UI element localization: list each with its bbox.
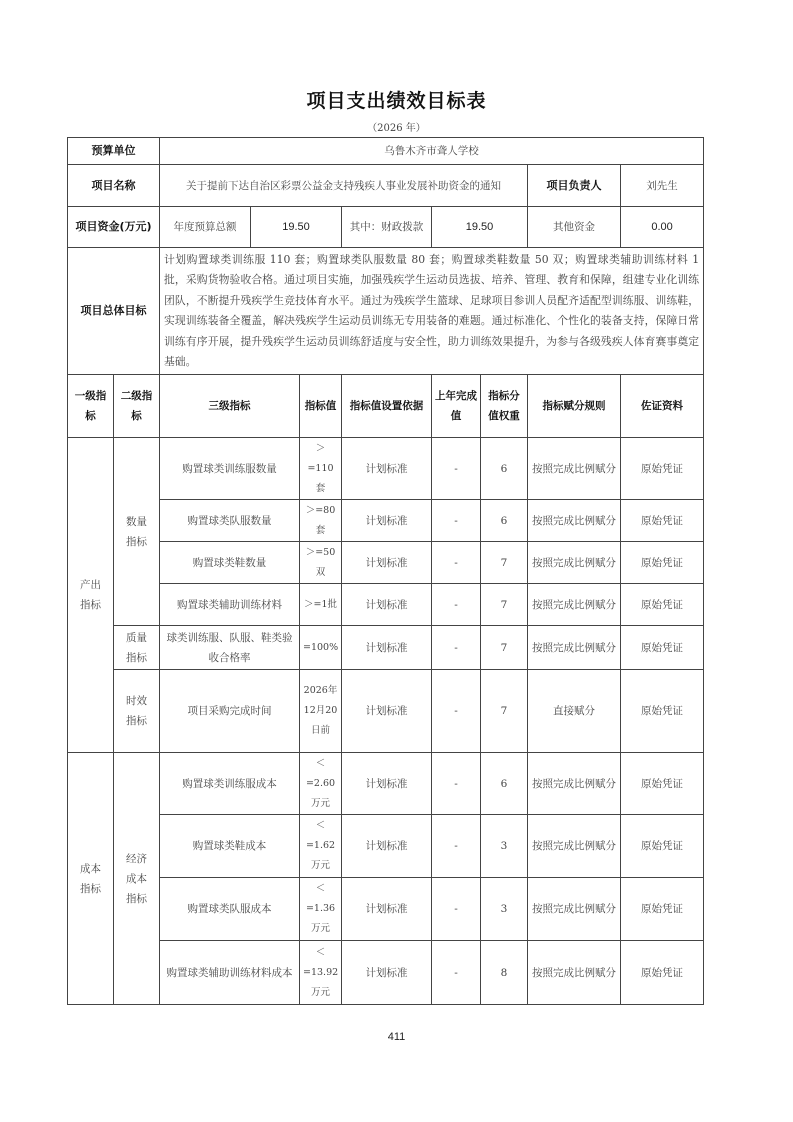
indicator-row bbox=[68, 670, 704, 753]
indicator-scoring-rule: 按照完成比例赋分 bbox=[528, 584, 621, 626]
level1-indicator: 产出指标 bbox=[68, 438, 114, 753]
indicator-weight: 7 bbox=[481, 670, 528, 753]
indicator-weight: 6 bbox=[481, 500, 528, 542]
indicator-row bbox=[68, 878, 704, 941]
overall-goal-label: 项目总体目标 bbox=[68, 248, 160, 375]
indicator-scoring-rule: 按照完成比例赋分 bbox=[528, 626, 621, 670]
header-evidence: 佐证资料 bbox=[621, 375, 704, 438]
level1-indicator: 成本指标 bbox=[68, 753, 114, 1005]
indicator-basis: 计划标准 bbox=[342, 941, 432, 1005]
project-leader-label: 项目负责人 bbox=[528, 165, 621, 207]
indicator-scoring-rule: 直接赋分 bbox=[528, 670, 621, 753]
indicator-row bbox=[68, 815, 704, 878]
indicator-weight: 6 bbox=[481, 438, 528, 500]
indicator-weight: 6 bbox=[481, 753, 528, 815]
indicator-evidence: 原始凭证 bbox=[621, 878, 704, 941]
indicator-basis: 计划标准 bbox=[342, 878, 432, 941]
indicator-last-year: - bbox=[432, 626, 481, 670]
level3-indicator: 项目采购完成时间 bbox=[160, 670, 300, 753]
level3-indicator: 购置球类鞋数量 bbox=[160, 542, 300, 584]
indicator-weight: 7 bbox=[481, 626, 528, 670]
indicator-value: =100% bbox=[300, 626, 342, 670]
indicator-evidence: 原始凭证 bbox=[621, 584, 704, 626]
other-funds-label: 其他资金 bbox=[528, 207, 621, 248]
indicator-basis: 计划标准 bbox=[342, 626, 432, 670]
indicator-evidence: 原始凭证 bbox=[621, 438, 704, 500]
indicator-weight: 3 bbox=[481, 815, 528, 878]
indicator-weight: 7 bbox=[481, 542, 528, 584]
indicator-scoring-rule: 按照完成比例赋分 bbox=[528, 500, 621, 542]
indicator-last-year: - bbox=[432, 584, 481, 626]
budget-unit-value: 乌鲁木齐市聋人学校 bbox=[160, 138, 704, 165]
indicator-value: 2026年12月20日前 bbox=[300, 670, 342, 753]
annual-total-label: 年度预算总额 bbox=[160, 207, 251, 248]
indicator-evidence: 原始凭证 bbox=[621, 626, 704, 670]
level3-indicator: 购置球类训练服数量 bbox=[160, 438, 300, 500]
project-funds-row bbox=[68, 207, 704, 248]
indicator-weight: 8 bbox=[481, 941, 528, 1005]
fiscal-funds-value: 19.50 bbox=[432, 207, 528, 248]
header-last-year: 上年完成值 bbox=[432, 375, 481, 438]
indicator-scoring-rule: 按照完成比例赋分 bbox=[528, 753, 621, 815]
budget-unit-label: 预算单位 bbox=[68, 138, 160, 165]
level3-indicator: 购置球类队服成本 bbox=[160, 878, 300, 941]
project-name-label: 项目名称 bbox=[68, 165, 160, 207]
indicator-row bbox=[68, 438, 704, 500]
project-leader-value: 刘先生 bbox=[621, 165, 704, 207]
indicator-basis: 计划标准 bbox=[342, 438, 432, 500]
indicator-body bbox=[68, 438, 704, 1005]
indicator-value: ＞=1批 bbox=[300, 584, 342, 626]
indicator-row bbox=[68, 584, 704, 626]
indicator-row bbox=[68, 500, 704, 542]
project-funds-label: 项目资金(万元) bbox=[68, 207, 160, 248]
level3-indicator: 购置球类辅助训练材料 bbox=[160, 584, 300, 626]
header-scoring: 指标赋分规则 bbox=[528, 375, 621, 438]
header-basis: 指标值设置依据 bbox=[342, 375, 432, 438]
page-title: 项目支出绩效目标表 bbox=[306, 90, 487, 112]
other-funds-value: 0.00 bbox=[621, 207, 704, 248]
indicator-header-row bbox=[68, 375, 704, 438]
indicator-last-year: - bbox=[432, 670, 481, 753]
indicator-weight: 3 bbox=[481, 878, 528, 941]
indicator-basis: 计划标准 bbox=[342, 670, 432, 753]
level2-indicator: 经济成本指标 bbox=[114, 753, 160, 1005]
indicator-basis: 计划标准 bbox=[342, 542, 432, 584]
indicator-value: ＜=1.62万元 bbox=[300, 815, 342, 878]
level3-indicator: 购置球类鞋成本 bbox=[160, 815, 300, 878]
header-level1: 一级指标 bbox=[68, 375, 114, 438]
indicator-value: ＞=110套 bbox=[300, 438, 342, 500]
indicator-basis: 计划标准 bbox=[342, 753, 432, 815]
indicator-row bbox=[68, 941, 704, 1005]
level3-indicator: 购置球类训练服成本 bbox=[160, 753, 300, 815]
indicator-value: ＜=1.36万元 bbox=[300, 878, 342, 941]
indicator-basis: 计划标准 bbox=[342, 584, 432, 626]
indicator-row bbox=[68, 753, 704, 815]
budget-unit-row bbox=[68, 138, 704, 165]
indicator-value: ＜=2.60万元 bbox=[300, 753, 342, 815]
indicator-weight: 7 bbox=[481, 584, 528, 626]
indicator-value: ＞=80套 bbox=[300, 500, 342, 542]
indicator-value: ＞=50双 bbox=[300, 542, 342, 584]
indicator-evidence: 原始凭证 bbox=[621, 542, 704, 584]
indicator-evidence: 原始凭证 bbox=[621, 670, 704, 753]
indicator-row bbox=[68, 626, 704, 670]
performance-goal-table bbox=[67, 137, 704, 1005]
header-value: 指标值 bbox=[300, 375, 342, 438]
project-name-row bbox=[68, 165, 704, 207]
indicator-value: ＜=13.92万元 bbox=[300, 941, 342, 1005]
indicator-scoring-rule: 按照完成比例赋分 bbox=[528, 941, 621, 1005]
indicator-last-year: - bbox=[432, 438, 481, 500]
annual-total-value: 19.50 bbox=[251, 207, 342, 248]
indicator-evidence: 原始凭证 bbox=[621, 815, 704, 878]
indicator-evidence: 原始凭证 bbox=[621, 753, 704, 815]
indicator-scoring-rule: 按照完成比例赋分 bbox=[528, 878, 621, 941]
indicator-scoring-rule: 按照完成比例赋分 bbox=[528, 438, 621, 500]
indicator-evidence: 原始凭证 bbox=[621, 941, 704, 1005]
project-name-value: 关于提前下达自治区彩票公益金支持残疾人事业发展补助资金的通知 bbox=[160, 165, 528, 207]
level2-indicator: 数量指标 bbox=[114, 438, 160, 626]
header-level3: 三级指标 bbox=[160, 375, 300, 438]
indicator-last-year: - bbox=[432, 500, 481, 542]
indicator-last-year: - bbox=[432, 941, 481, 1005]
overall-goal-row bbox=[68, 248, 704, 375]
level3-indicator: 球类训练服、队服、鞋类验收合格率 bbox=[160, 626, 300, 670]
year-subtitle: （2026 年） bbox=[367, 123, 426, 134]
indicator-last-year: - bbox=[432, 815, 481, 878]
fiscal-funds-label: 其中：财政拨款 bbox=[342, 207, 432, 248]
indicator-last-year: - bbox=[432, 878, 481, 941]
level2-indicator: 时效指标 bbox=[114, 670, 160, 753]
indicator-basis: 计划标准 bbox=[342, 500, 432, 542]
indicator-last-year: - bbox=[432, 753, 481, 815]
indicator-last-year: - bbox=[432, 542, 481, 584]
level3-indicator: 购置球类辅助训练材料成本 bbox=[160, 941, 300, 1005]
level2-indicator: 质量指标 bbox=[114, 626, 160, 670]
overall-goal-value: 计划购置球类训练服 110 套；购置球类队服数量 80 套；购置球类鞋数量 50 双；购置球类辅助训练材料 1 批，采购货物验收合格。通过项目实施，加强残疾学生运动员选拔、培养、管理、教育和保障，组建专业化训练团队，不断提升残疾学生竞技体育水平。通过为残疾学生篮球、足球项目参训人员配齐适配型训练服、训练鞋，实现训练装备全覆盖，解决残疾学生运动员训练无专用装备的难题。通过标准化、个性化的装备支持，保障日常训练有序开展，提升残疾学生运动员训练舒适度与安全性，助力训练效果提升，为参与各级残疾人体育赛事奠定基础。 bbox=[160, 248, 704, 375]
header-level2: 二级指标 bbox=[114, 375, 160, 438]
header-weight: 指标分值权重 bbox=[481, 375, 528, 438]
level3-indicator: 购置球类队服数量 bbox=[160, 500, 300, 542]
page-number: 411 bbox=[387, 1031, 406, 1043]
indicator-row bbox=[68, 542, 704, 584]
indicator-scoring-rule: 按照完成比例赋分 bbox=[528, 815, 621, 878]
indicator-scoring-rule: 按照完成比例赋分 bbox=[528, 542, 621, 584]
indicator-basis: 计划标准 bbox=[342, 815, 432, 878]
indicator-evidence: 原始凭证 bbox=[621, 500, 704, 542]
